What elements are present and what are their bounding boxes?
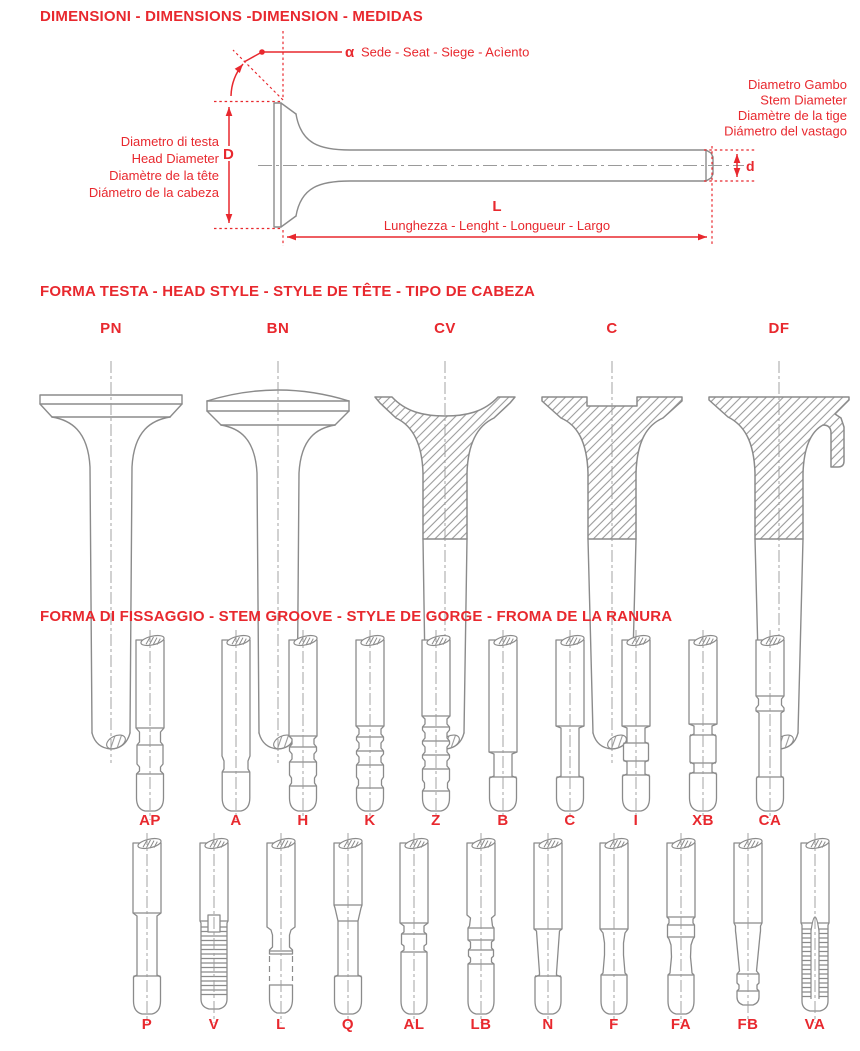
stem-groove-label-I: I — [633, 812, 639, 829]
stem-groove-figure-P — [119, 833, 175, 1023]
stem-groove-figure-K — [342, 630, 398, 820]
head-diameter-label-it: Diametro di testa — [120, 134, 219, 149]
stem-groove-label-F: F — [609, 1016, 619, 1033]
stem-groove-figure-LB — [453, 833, 509, 1023]
stem-groove-label-FA: FA — [670, 1016, 692, 1033]
stem-groove-figure-L — [253, 833, 309, 1023]
stem-groove-figure-AP — [122, 630, 178, 820]
stem-groove-figure-CA — [742, 630, 798, 820]
dimension-annotations — [214, 31, 757, 246]
stem-groove-figure-B — [475, 630, 531, 820]
stem-groove-figure-N — [520, 833, 576, 1023]
head-diameter-label-es: Diámetro de la cabeza — [88, 185, 219, 200]
stem-groove-label-H: H — [297, 812, 309, 829]
stem-groove-figure-F — [586, 833, 642, 1023]
dimensions-title: DIMENSIONI - DIMENSIONS -DIMENSION - MEDIDAS — [40, 8, 423, 25]
head-type-label-DF: DF — [768, 320, 790, 337]
stem-diameter-label-it: Diametro Gambo — [748, 77, 847, 92]
stem-diameter-label-en: Stem Diameter — [760, 92, 847, 108]
stem-diameter-label-es: Diámetro del vastago — [724, 123, 847, 139]
stem-groove-label-V: V — [208, 1016, 220, 1033]
stem-groove-label-VA: VA — [804, 1016, 826, 1033]
stem-groove-label-P: P — [141, 1016, 153, 1033]
stem-groove-label-A: A — [230, 812, 242, 829]
stem-groove-label-L: L — [276, 1016, 286, 1033]
stem-groove-figure-XB — [675, 630, 731, 820]
stem-groove-label-K: K — [364, 812, 376, 829]
seat-label: Sede - Seat - Siege - Acìento — [361, 44, 530, 60]
stem-groove-figure-V — [186, 833, 242, 1023]
stem-groove-label-B: B — [497, 812, 509, 829]
stem-groove-figure-Z — [408, 630, 464, 820]
stem-diameter-label-fr: Diamètre de la tige — [737, 108, 847, 123]
stem-groove-figure-FB — [720, 833, 776, 1023]
alpha-symbol: α — [345, 44, 355, 61]
stem-groove-figure-C — [542, 630, 598, 820]
head-type-label-PN: PN — [100, 320, 122, 337]
seat-angle-arc — [231, 64, 243, 96]
head-diameter-symbol: D — [223, 146, 234, 163]
stem-groove-figure-VA — [787, 833, 843, 1023]
stem-groove-label-Q: Q — [341, 1016, 355, 1033]
valve-dimension-drawing — [0, 0, 860, 252]
stem-groove-label-LB: LB — [470, 1016, 492, 1033]
stem-groove-figure-A — [208, 630, 264, 820]
stem-groove-label-XB: XB — [692, 812, 714, 829]
stem-groove-label-C: C — [564, 812, 576, 829]
head-type-label-C: C — [606, 320, 618, 337]
stem-groove-label-CA: CA — [758, 812, 782, 829]
stem-groove-figure-AL — [386, 833, 442, 1023]
stem-groove-title: FORMA DI FISSAGGIO - STEM GROOVE - STYLE DE GORGE - FROMA DE LA RANURA — [40, 608, 673, 625]
stem-groove-figure-Q — [320, 833, 376, 1023]
stem-groove-figure-H — [275, 630, 331, 820]
head-type-label-BN: BN — [266, 320, 290, 337]
length-label: Lunghezza - Lenght - Longueur - Largo — [383, 218, 611, 233]
stem-diameter-symbol: d — [746, 158, 755, 174]
head-type-label-CV: CV — [434, 320, 456, 337]
length-symbol: L — [492, 198, 502, 215]
stem-groove-label-AL: AL — [403, 1016, 425, 1033]
head-diameter-label-fr: Diamètre de la tête — [109, 168, 219, 183]
stem-groove-label-AP: AP — [139, 812, 161, 829]
stem-groove-label-FB: FB — [737, 1016, 759, 1033]
stem-groove-label-Z: Z — [431, 812, 441, 829]
stem-groove-figure-FA — [653, 833, 709, 1023]
stem-groove-figure-I — [608, 630, 664, 820]
head-style-title: FORMA TESTA - HEAD STYLE - STYLE DE TÊTE - TIPO DE CABEZA — [40, 283, 536, 300]
stem-groove-label-N: N — [542, 1016, 554, 1033]
seat-angle-dot — [259, 49, 265, 55]
head-diameter-label-en: Head Diameter — [131, 151, 219, 166]
